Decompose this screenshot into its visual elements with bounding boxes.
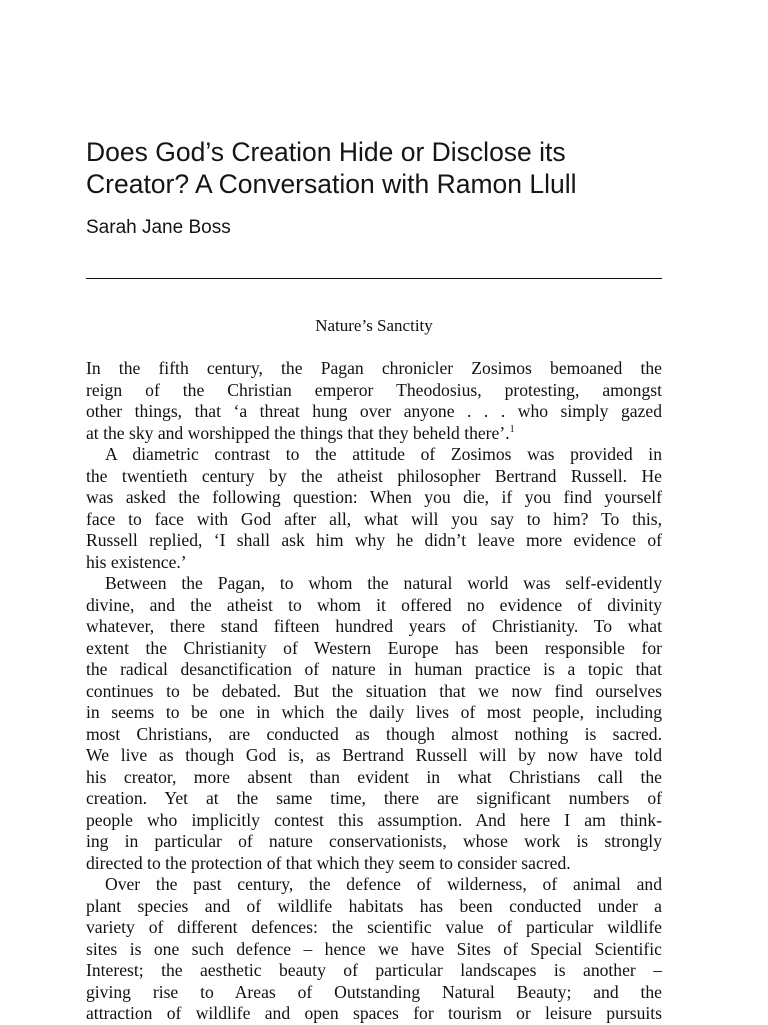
text-line: Interest; the aesthetic beauty of particular landscapes is another – (86, 960, 662, 980)
text-line: variety of different defences: the scientific value of particular wildlife (86, 917, 662, 937)
text-line (86, 423, 662, 445)
text-line: directed to the protection of that which they seem to consider sacred. (86, 852, 571, 873)
text-line: his existence.’ (86, 551, 187, 572)
text-line: his creator, more absent than evident in what Christians call the (86, 766, 662, 787)
text-line: the twentieth century by the atheist philosopher Bertrand Russell. He (86, 465, 662, 486)
text-line: Russell replied, ‘I shall ask him why he didn’t leave more evidence of (86, 530, 662, 550)
text-line: continues to be debated. But the situation that we now find ourselves (86, 680, 662, 701)
paragraph-4 (86, 874, 662, 1025)
text-line: attraction of wildlife and open spaces for tourism or leisure pursuits (86, 1003, 662, 1023)
paragraph-2 (86, 444, 662, 573)
article-title (86, 136, 686, 200)
text-line: was asked the following question: When you die, if you find yourself (86, 487, 662, 507)
paragraph-3 (86, 573, 662, 874)
article-title-line-1: Does God’s Creation Hide or Disclose its (86, 137, 566, 167)
text-line: giving rise to Areas of Outstanding Natural Beauty; and the (86, 981, 662, 1002)
text-line: Over the past century, the defence of wilderness, of animal and (105, 874, 662, 894)
section-heading: Nature’s Sanctity (315, 316, 433, 335)
text-line: the radical desanctification of nature in human practice is a topic that (86, 659, 662, 679)
text-line: creation. Yet at the same time, there are significant numbers of (86, 788, 662, 808)
text-line: Between the Pagan, to whom the natural world was self-evidently (105, 573, 662, 593)
text-line: We live as though God is, as Bertrand Russell will by now have told (86, 745, 662, 765)
paragraph-1 (86, 358, 662, 444)
text-line: extent the Christianity of Western Europe has been responsible for (86, 637, 662, 658)
text-line: face to face with God after all, what will you say to him? To this, (86, 508, 662, 529)
article-title-line-2: Creator? A Conversation with Ramon Llull (86, 169, 577, 199)
text-line: plant species and of wildlife habitats has been conducted under a (86, 895, 662, 916)
text-line: in seems to be one in which the daily lives of most people, including (86, 702, 662, 722)
article-author: Sarah Jane Boss (86, 217, 231, 238)
text-line: ing in particular of nature conservationists, whose work is strongly (86, 831, 662, 851)
title-divider (86, 278, 662, 279)
text-line: sites is one such defence – hence we have Sites of Special Scientific (86, 938, 662, 959)
text-line-content: at the sky and worshipped the things that they beheld there’. (86, 422, 510, 443)
footnote-marker: 1 (509, 423, 515, 435)
text-line: other things, that ‘a threat hung over anyone . . . who simply gazed (86, 401, 662, 421)
text-line: In the fifth century, the Pagan chronicler Zosimos bemoaned the (86, 358, 662, 378)
text-line: A diametric contrast to the attitude of Zosimos was provided in (105, 444, 662, 464)
article-body (86, 358, 662, 1025)
text-line: most Christians, are conducted as though almost nothing is sacred. (86, 723, 662, 744)
text-line: divine, and the atheist to whom it offered no evidence of divinity (86, 594, 662, 615)
text-line: whatever, there stand fifteen hundred years of Christianity. To what (86, 616, 662, 636)
text-line: reign of the Christian emperor Theodosius, protesting, amongst (86, 379, 662, 400)
text-line: people who implicitly contest this assumption. And here I am think- (86, 809, 662, 830)
